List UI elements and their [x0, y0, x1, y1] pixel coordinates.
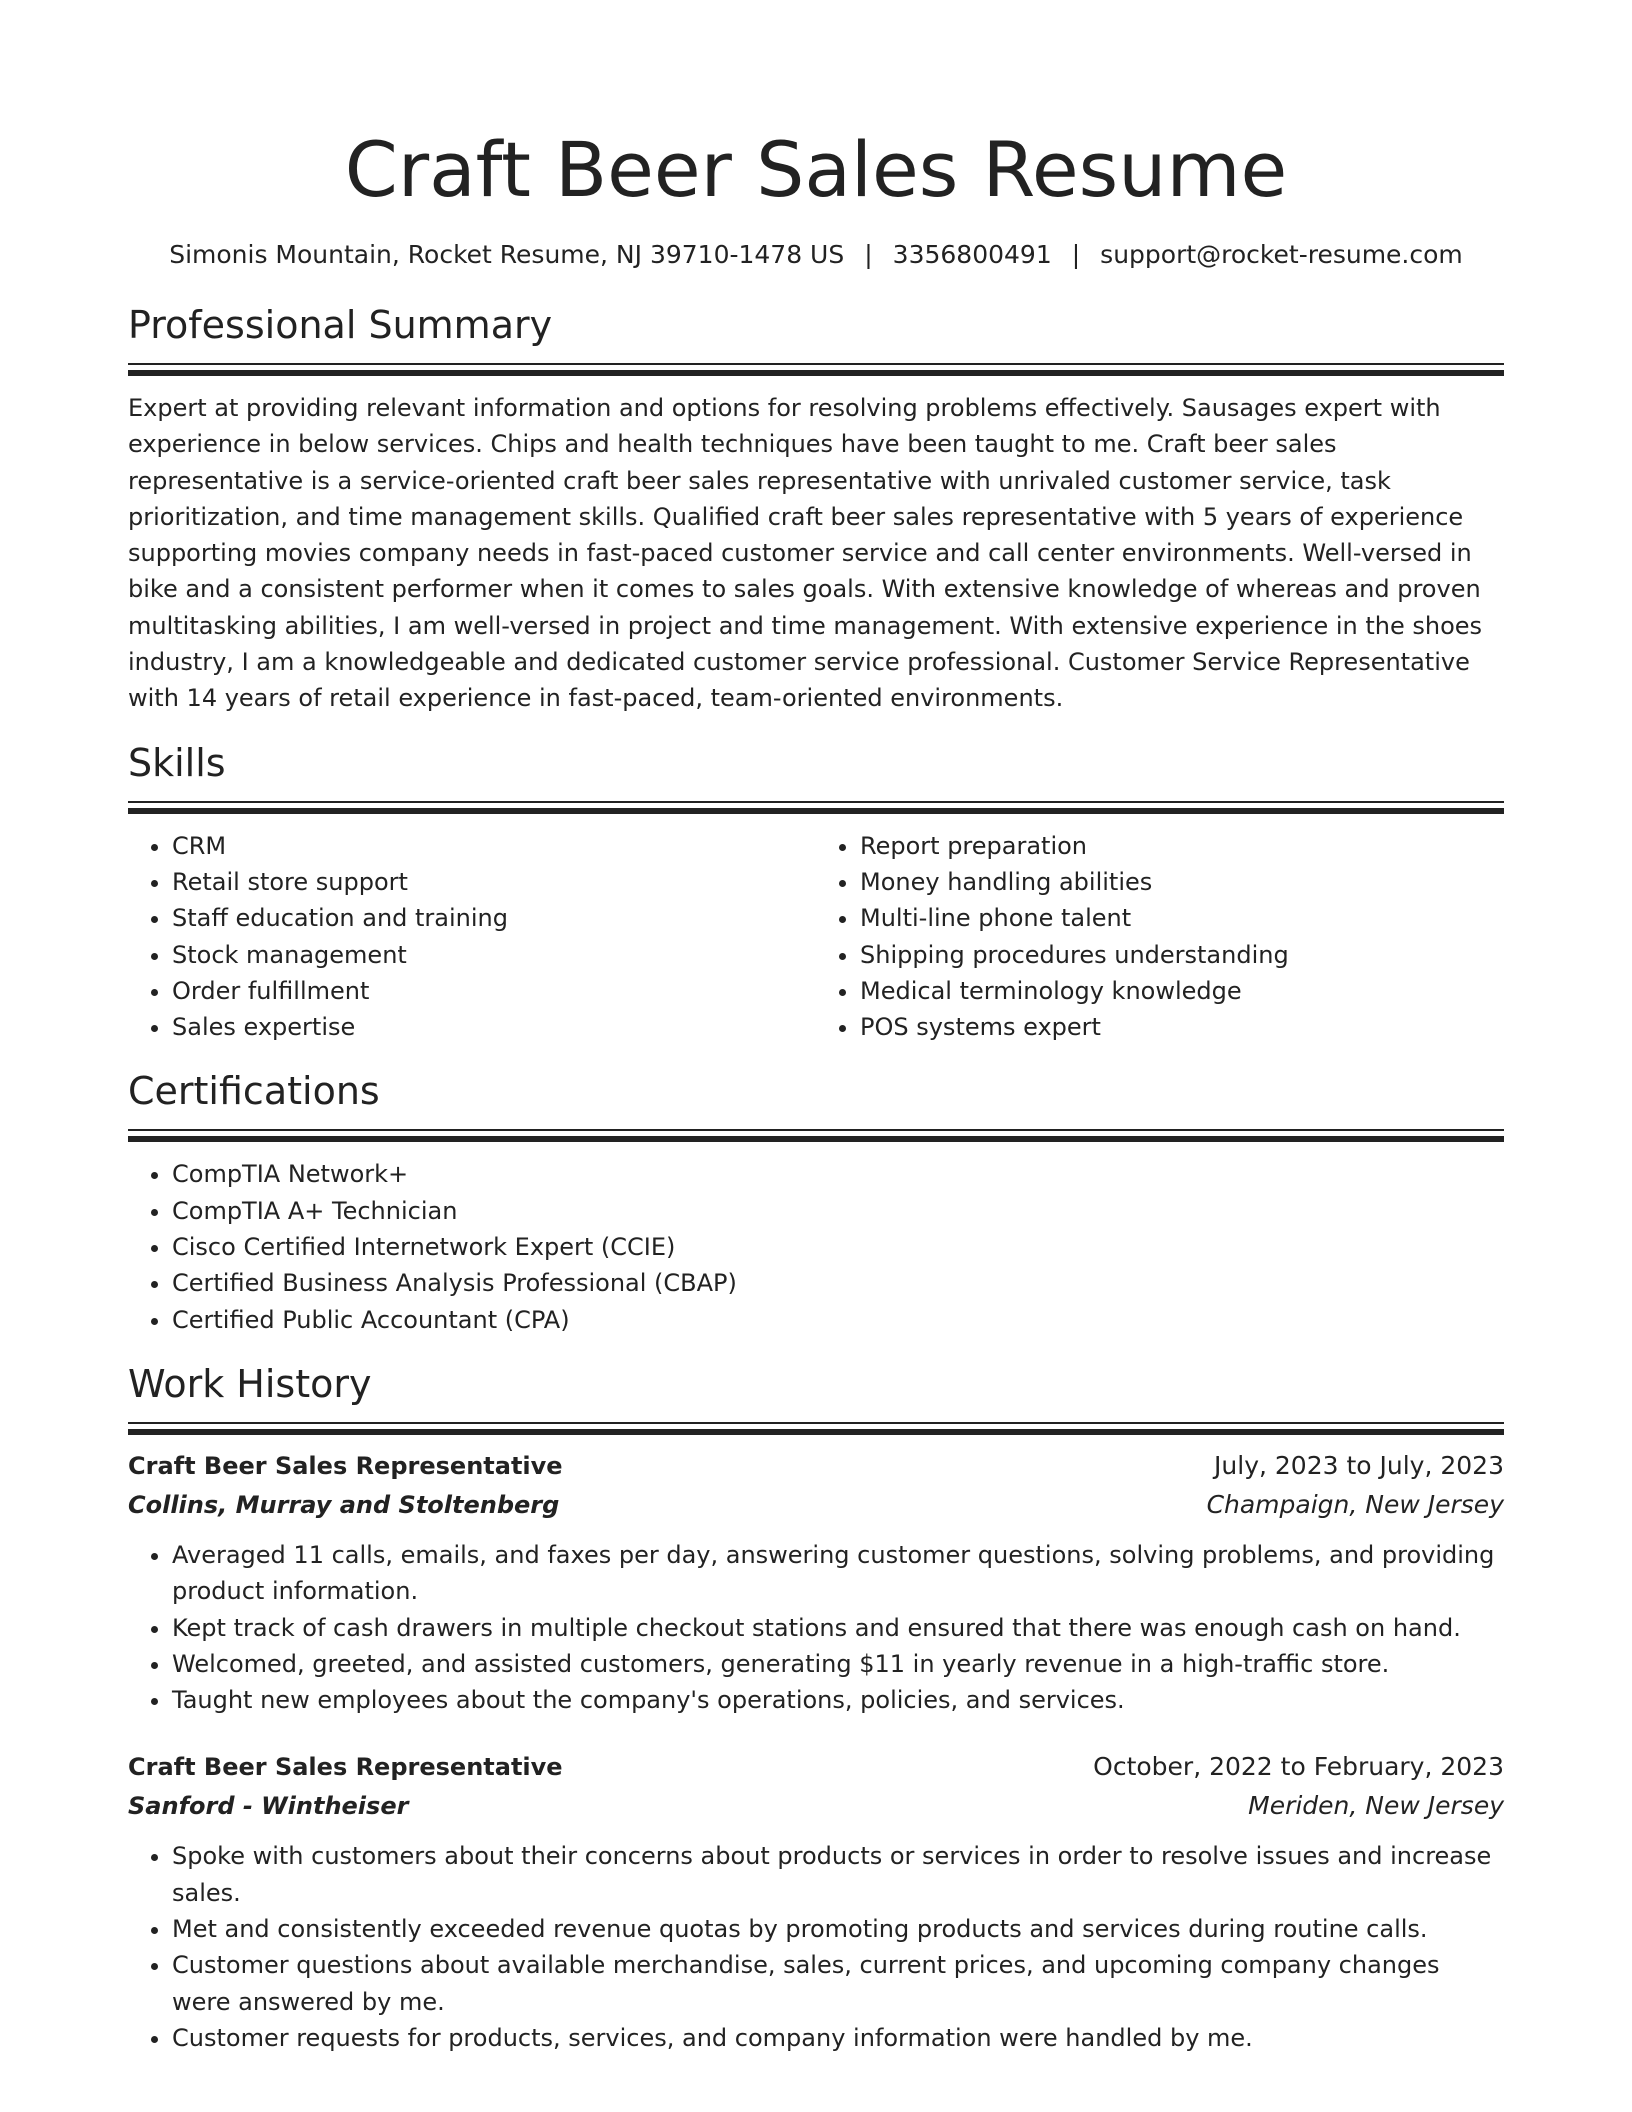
job-location: Meriden, New Jersey	[1248, 1791, 1504, 1821]
section-divider	[128, 1422, 1504, 1435]
summary-section	[128, 301, 1504, 717]
skill-item: • Multi-line phone talent	[860, 900, 1504, 936]
certification-item: • Cisco Certified Internetwork Expert (CCIE)	[172, 1229, 1504, 1265]
skills-grid	[128, 828, 1504, 1046]
job-dates: October, 2022 to February, 2023	[1093, 1752, 1504, 1782]
contact-email[interactable]: support@rocket-resume.com	[1100, 240, 1463, 269]
job-entry	[128, 1447, 1504, 1718]
section-divider	[128, 1129, 1504, 1142]
certifications-heading: Certifications	[128, 1069, 380, 1114]
job-dates: July, 2023 to July, 2023	[1214, 1450, 1504, 1480]
skill-item: • Staff education and training	[172, 900, 816, 936]
job-company-row	[128, 1786, 1504, 1826]
skill-item: • Sales expertise	[172, 1009, 816, 1045]
certifications-list	[128, 1156, 1504, 1337]
job-header-row	[128, 1748, 1504, 1786]
certification-item: • CompTIA A+ Technician	[172, 1193, 1504, 1229]
job-company-row	[128, 1485, 1504, 1525]
resume-title: Craft Beer Sales Resume	[344, 125, 1288, 214]
skills-section	[128, 739, 1504, 1046]
summary-text: Expert at providing relevant information and options for resolving problems effectively. Sausages expert with experience in below services. Chips and health techniques have been taught to me. Craft beer sales representative is a service-oriented craft beer sales representative with unrivaled customer service, task prioritization, and time management skills. Qualified craft beer sales representative with 5 years of experience supporting movies company needs in fast-paced customer service and call center environments. Well-versed in bike and a consistent performer when it comes to sales goals. With extensive knowledge of whereas and proven multitasking abilities, I am well-versed in project and time management. With extensive experience in the shoes industry, I am a knowledgeable and dedicated customer service professional. Customer Service Representative with 14 years of retail experience in fast-paced, team-oriented environments.	[128, 394, 1483, 713]
skill-item: • POS systems expert	[860, 1009, 1504, 1045]
job-title: Craft Beer Sales Representative	[128, 1451, 563, 1480]
job-location: Champaign, New Jersey	[1206, 1489, 1504, 1519]
job-company: Collins, Murray and Stoltenberg	[128, 1490, 560, 1519]
section-divider	[128, 363, 1504, 376]
certifications-section	[128, 1067, 1504, 1337]
job-company: Sanford - Wintheiser	[128, 1792, 409, 1821]
job-header-row	[128, 1447, 1504, 1485]
skill-item: • Order fulfillment	[172, 973, 816, 1009]
skill-item: • Report preparation	[860, 828, 1504, 864]
contact-address: Simonis Mountain, Rocket Resume, NJ 39710-1478 US	[169, 240, 845, 269]
job-bullet: • Taught new employees about the company's operations, policies, and services.	[172, 1682, 1504, 1718]
job-bullet: • Met and consistently exceeded revenue quotas by promoting products and services during routine calls.	[172, 1911, 1504, 1947]
skill-item: • CRM	[172, 828, 816, 864]
skill-item: • Stock management	[172, 937, 816, 973]
certification-item: • Certified Public Accountant (CPA)	[172, 1302, 1504, 1338]
skills-heading: Skills	[128, 740, 226, 785]
job-bullets	[128, 1838, 1504, 2056]
job-bullet: • Averaged 11 calls, emails, and faxes per day, answering customer questions, solving problems, and providing product information.	[172, 1537, 1504, 1610]
job-bullet: • Welcomed, greeted, and assisted customers, generating $11 in yearly revenue in a high-traffic store.	[172, 1646, 1504, 1682]
summary-heading: Professional Summary	[128, 303, 553, 347]
job-bullet: • Spoke with customers about their concerns about products or services in order to resolve issues and increase sales.	[172, 1838, 1504, 1911]
contact-line	[128, 238, 1504, 272]
work-history-section	[128, 1360, 1504, 2056]
skill-item: • Medical terminology knowledge	[860, 973, 1504, 1009]
job-bullet: • Kept track of cash drawers in multiple checkout stations and ensured that there was enough cash on hand.	[172, 1610, 1504, 1646]
contact-separator: |	[1071, 240, 1081, 269]
section-divider	[128, 801, 1504, 814]
skill-item: • Retail store support	[172, 864, 816, 900]
contact-phone: 3356800491	[892, 240, 1052, 269]
job-bullets	[128, 1537, 1504, 1718]
skills-list-right	[816, 828, 1504, 1046]
skill-item: • Shipping procedures understanding	[860, 937, 1504, 973]
job-entry	[128, 1748, 1504, 2056]
skill-item: • Money handling abilities	[860, 864, 1504, 900]
certification-item: • Certified Business Analysis Professional (CBAP)	[172, 1265, 1504, 1301]
job-title: Craft Beer Sales Representative	[128, 1753, 563, 1782]
certification-item: • CompTIA Network+	[172, 1156, 1504, 1192]
skills-list-left	[128, 828, 816, 1046]
contact-separator: |	[864, 240, 873, 269]
job-bullet: • Customer requests for products, services, and company information were handled by me.	[172, 2020, 1504, 2056]
job-bullet: • Customer questions about available merchandise, sales, current prices, and upcoming company changes were answered by me.	[172, 1947, 1504, 2020]
resume-content	[128, 0, 1504, 2056]
work-history-heading: Work History	[128, 1361, 372, 1406]
